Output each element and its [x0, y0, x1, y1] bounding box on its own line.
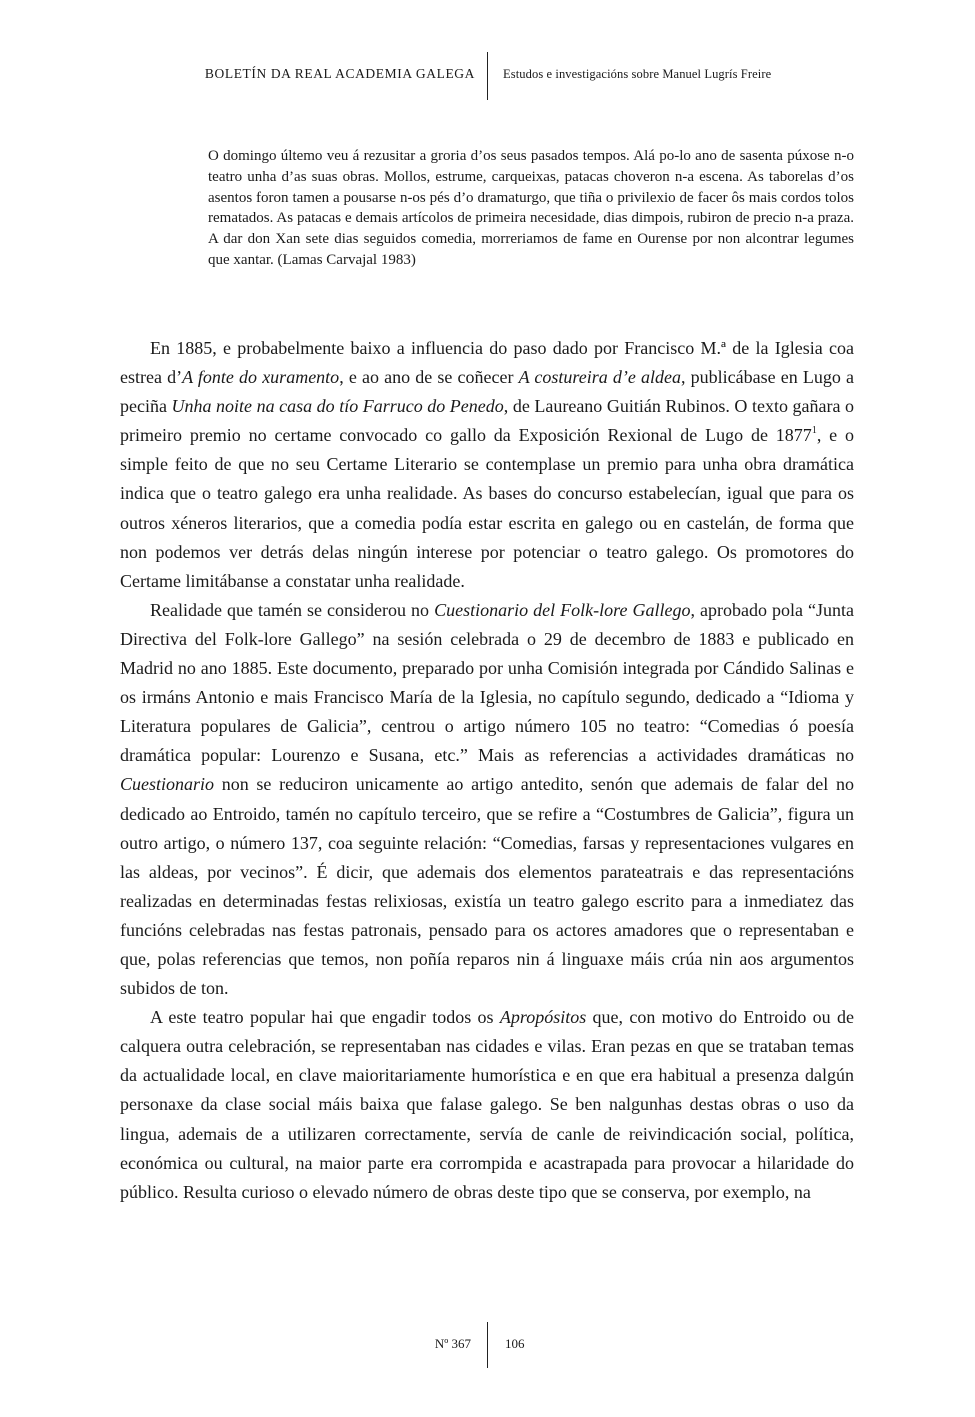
- header-divider: [487, 52, 488, 100]
- italic-title: A fonte do xuramento: [182, 367, 340, 388]
- italic-title: Cuestionario del Folk-lore Gallego: [434, 599, 691, 620]
- issue-number: Nº 367: [434, 1336, 471, 1351]
- block-quote: [208, 146, 854, 271]
- quote-text: O domingo últemo veu á rezusitar a groria d’os seus pasados tempos. Alá po-lo ano de sasenta púxose n-o teatro unha d’as suas obras. Mollos, estrume, carqueixas, patacas choveron n-a escena. As taborelas d’os asentos foron tamen a pousarse n-os pés d’o dramaturgo, que tiña o privilexio de facer ôs mais cordos tolos rematados. As patacas e demais artícolos de primeira necesidade, dias dimpois, rubiron de precio n-a praza. A dar don Xan sete dias seguidos comedia, morreriamos de fame en Ourense por non alcontrar legumes que xantar. (Lamas Carvajal 1983): [208, 148, 854, 268]
- text-run: , de Laureano Guitián Rubinos. O texto gañara o primeiro premio no certame convocado co gallo da Exposición Rexional de Lugo de 1877: [120, 396, 854, 446]
- journal-title: BOLETÍN DA REAL ACADEMIA GALEGA: [204, 66, 475, 81]
- paragraph-3: [120, 1003, 854, 1207]
- text-run: , aprobado pola “Junta Directiva del Folk-lore Gallego” na sesión celebrada o 29 de decembro de 1883 e publicado en Madrid no ano 1885. Este documento, preparado por unha Comisión integrada por Cándido Salinas e os irmáns Antonio e mais Francisco María de la Iglesia, no capítulo segundo, dedicado a “Idioma y Literatura populares de Galicia”, centrou o artigo número 105 no teatro: “Comedias ó poesía dramática popular: Lourenzo e Susana, etc.” Mais as referencias a actividades dramáticas no: [120, 599, 854, 766]
- text-run: , e ao ano de se coñecer: [339, 367, 519, 388]
- running-header: [0, 52, 975, 100]
- italic-title: A costureira d’e aldea: [518, 367, 681, 388]
- text-run: , e o simple feito de que no seu Certame Literario se contemplase un premio para unha obra dramática indica que o teatro galego era unha realidade. As bases do concurso estabelecían, igual que para os outros xéneros literarios, que a comedia podía estar escrita en galego ou en castelán, de forma que non podemos ver detrás delas ningún interese por potenciar o teatro galego. Os promotores do Certame limitábanse a constatar unha realidade.: [120, 425, 854, 591]
- paragraph-2: [120, 596, 854, 1003]
- italic-title: Cuestionario: [120, 774, 215, 795]
- text-run: A este teatro popular hai que engadir todos os: [150, 1007, 500, 1028]
- paragraph-1: [120, 334, 854, 596]
- footer-divider: [487, 1322, 488, 1368]
- text-run: En 1885, e probabelmente baixo a influencia do paso dado por Francisco M.ª de la Iglesia coa estrea d’: [120, 338, 854, 388]
- text-run: Realidade que tamén se considerou no: [150, 599, 435, 620]
- text-run: non se reduciron unicamente ao artigo antedito, senón que ademais de falar del no dedicado ao Entroido, tamén no capítulo terceiro, que se refire a “Costumbres de Galicia”, figura un outro artigo, o número 137, coa seguinte relación: “Comedias, farsas y representaciones vulgares en las aldeas, por vecinos”. É dicir, que ademais dos elementos parateatrais e das representacións realizadas en determinadas festas relixiosas, existía un teatro galego escrito para a inmediatez das funcións celebradas nas festas patronais, pensado para os actores amadores que o representaban e que, polas referencias que temos, non poñía reparos nin á linguaxe máis crúa nin aos argumentos subidos de ton.: [120, 774, 854, 999]
- footnote-marker[interactable]: 1: [811, 425, 817, 437]
- text-run: que, con motivo do Entroido ou de calquera outra celebración, se representaban nas cidades e vilas. Eran pezas en que se trataban temas da actualidade local, en clave maioritariamente humorística e en que era habitual a presenza dalgún personaxe da clase social máis baixa que falase galego. Se ben nalgunhas destas obras o uso da lingua, ademais de a utilizaren correctamente, servía de canle de reivindicación social, política, económica ou cultural, na maior parte era corrompida e acastrapada para provocar a hilaridade do público. Resulta curioso o elevado número de obras deste tipo que se conserva, por exemplo, na: [120, 1007, 854, 1202]
- page-footer: [0, 1322, 975, 1368]
- text-run: , publicábase en Lugo a peciña: [120, 367, 855, 417]
- main-text: [120, 334, 854, 1207]
- page-number: 106: [505, 1336, 525, 1351]
- italic-title: Apropósitos: [499, 1007, 587, 1028]
- italic-title: Unha noite na casa do tío Farruco do Penedo: [171, 396, 504, 417]
- section-title: Estudos e investigacións sobre Manuel Lugrís Freire: [503, 67, 772, 81]
